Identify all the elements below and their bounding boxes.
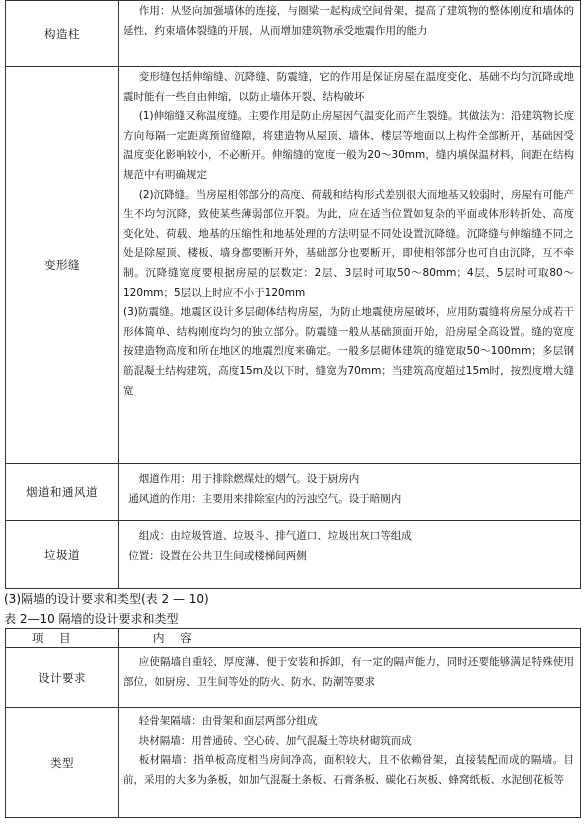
- row-label: 构造柱: [6, 1, 119, 67]
- construction-table: [5, 0, 581, 589]
- row-label: 类型: [6, 708, 119, 818]
- content-paragraph: 变形缝包括伸缩缝、沉降缝、防震缝，它的作用是保证房屋在温度变化、基础不均匀沉降或地震时能有一些自由伸缩，以防止墙体开裂、结构破坏: [123, 71, 574, 103]
- content-paragraph: 块材隔墙：用普通砖、空心砖、加气混凝土等块材砌筑而成: [138, 734, 412, 747]
- row-content: [119, 1, 581, 67]
- content-paragraph: 位置：设置在公共卫生间或楼梯间两侧: [128, 549, 307, 562]
- row-content: [119, 648, 581, 708]
- content-paragraph: 烟道作用：用于排除燃煤灶的烟气。设于厨房内: [138, 473, 360, 485]
- table-row: [6, 521, 581, 589]
- content-paragraph: 轻骨架隔墙：由骨架和面层两部分组成: [138, 715, 318, 727]
- table-title: 表 2—10 隔墙的设计要求和类型: [4, 612, 179, 626]
- row-content: [119, 708, 581, 818]
- header-content: 内 容: [119, 629, 581, 648]
- table-row: [6, 648, 581, 708]
- row-content: [119, 67, 581, 464]
- row-label: 垃圾道: [6, 521, 119, 589]
- table-header-row: [6, 629, 581, 648]
- section-heading: (3)隔墙的设计要求和类型(表 2 — 10): [4, 592, 209, 606]
- content-paragraph: (2)沉降缝。当房屋相邻部分的高度、荷载和结构形式差别很大而地基又较弱时，房屋有可能产生不均匀沉降，致使某些薄弱部位开裂。为此，应在适当位置如复杂的平面或体形转折处、高度变化处、荷载、地基的压缩性和地基处理的方法明显不同处设置沉降缝。沉降缝与伸缩缝不同之处是除屋顶、楼板、墙身都要断开外，基础部分也要断开，即使相邻部分也可自由沉降，互不牵制。沉降缝宽度要根据房屋的层数定：2层、3层时可取50～80mm；4层、5层时可取80～120mm；5层以上时应不小于120mm: [123, 188, 574, 299]
- table-row: [6, 464, 581, 521]
- table-row: [6, 708, 581, 818]
- table-row: [6, 67, 581, 464]
- row-label: 变形缝: [6, 67, 119, 464]
- content-paragraph: 作用：从竖向加强墙体的连接，与圈梁一起构成空间骨架，提高了建筑物的整体刚度和墙体的延性，约束墙体裂缝的开展，从而增加建筑物承受地震作用的能力: [123, 5, 574, 37]
- content-paragraph: 通风道的作用：主要用来排除室内的污浊空气。设于暗厕内: [128, 492, 402, 505]
- content-paragraph: 板材隔墙：指单板高度相当房间净高，面积较大，且不依赖骨架，直接装配而成的隔墙。目前，采用的大多为条板，如加气混凝土条板、石膏条板、碳化石灰板、蜂窝纸板、水泥刨花板等: [123, 754, 574, 786]
- table-row: [6, 1, 581, 67]
- row-content: [119, 464, 581, 521]
- row-content: [119, 521, 581, 589]
- content-paragraph: 组成：由垃圾管道、垃圾斗、排气道口、垃圾出灰口等组成: [138, 530, 412, 542]
- content-paragraph: 应使隔墙自重轻、厚度薄、便于安装和拆卸，有一定的隔声能力，同时还要能够满足特殊使用部位，如厨房、卫生间等处的防火、防水、防潮等要求: [123, 656, 574, 688]
- content-paragraph: (1)伸缩缝又称温度缝。主要作用是防止房屋因气温变化而产生裂缝。其做法为：沿建筑物长度方向每隔一定距离预留缝隙，将建造物从屋顶、墙体、楼层等地面以上构件全部断开，基础因受温度变化影响较小，不必断开。伸缩缝的宽度一般为20～30mm，缝内填保温材料，间距在结构规范中有明确规定: [123, 110, 574, 181]
- content-paragraph: (3)防震缝。地震区设计多层砌体结构房屋，为防止地震使房屋破坏，应用防震缝将房屋分成若干形体简单、结构刚度均匀的独立部分。防震缝一般从基础顶面开始，沿房屋全高设置。缝的宽度按建造物高度和所在地区的地震烈度来确定。一般多层砌体建筑的缝宽取50～100mm；多层钢筋混凝土结构建筑，高度15m及以下时，缝宽为70mm；当建筑高度超过15m时，按烈度增大缝宽: [123, 306, 574, 397]
- row-label: 设计要求: [6, 648, 119, 708]
- row-label: 烟道和通风道: [6, 464, 119, 521]
- header-item: 项 目: [6, 629, 119, 648]
- partition-wall-table: [5, 628, 581, 818]
